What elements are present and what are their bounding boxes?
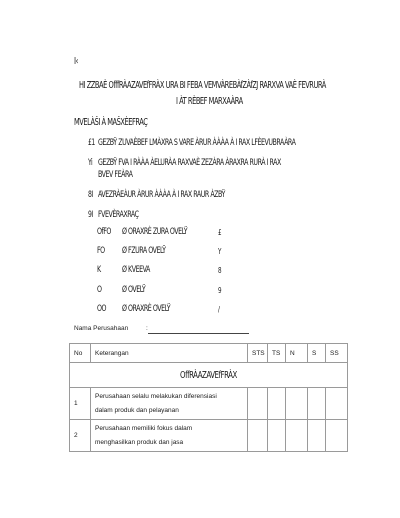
column-header-s: S (308, 344, 326, 363)
instruction-number: Yi (88, 158, 93, 168)
table-group-row (70, 363, 348, 388)
column-header-keterangan: Keterangan (91, 344, 248, 363)
instruction-number: 9I (88, 210, 93, 220)
row-statement (91, 388, 248, 420)
table-row (70, 420, 348, 452)
answer-cell-s[interactable] (308, 388, 326, 420)
scale-abbreviation: FO (97, 246, 105, 256)
scale-description: Ø FZURA OVELŸ (122, 246, 166, 256)
column-header-sts: STS (248, 344, 268, 363)
company-name-colon: : (146, 325, 148, 332)
scale-abbreviation: K (97, 265, 101, 275)
row-number: 2 (70, 420, 91, 452)
instruction-number: £1 (88, 138, 95, 148)
table-row (70, 388, 348, 420)
row-number: 1 (70, 388, 91, 420)
instruction-text: FVEVÈRAXRAÇ (98, 210, 139, 220)
scale-description: Ø OVELŸ (122, 285, 146, 295)
instructions-title: MVELÀŠI À MAŠXÈEFRAÇ (74, 117, 148, 128)
answer-cell-s[interactable] (308, 420, 326, 452)
instruction-text: GEZBŸ FVA I RÀÀA ÀELURÀA RAXVAÈ ZEZÀRA ÀRAXRA RURÀ I RAX (98, 158, 281, 168)
row-statement-line: menghasilkan produk dan jasa (95, 439, 184, 446)
scale-abbreviation: OfFO (97, 227, 111, 237)
row-statement-line: dalam produk dan pelayanan (95, 407, 179, 414)
questionnaire-table (69, 343, 348, 452)
answer-cell-sts[interactable] (248, 420, 268, 452)
instruction-text: BVEV FEÀRA (98, 170, 133, 180)
row-statement (91, 420, 248, 452)
scale-description: Ø ORAXRÈ OVELŸ (122, 304, 171, 314)
answer-cell-ss[interactable] (326, 388, 348, 420)
answer-cell-ss[interactable] (326, 420, 348, 452)
scale-description: Ø ORAXRÈ ZURA OVELŸ (122, 227, 188, 237)
instruction-number: 8I (88, 190, 93, 200)
instruction-text: GEZBŸ ZUVAÈBEF LMÀXRA S VARE ÀRUR ÀÀÀA À I RAX LFÈEVUBRAÀRA (98, 138, 296, 148)
scale-abbreviation: O (97, 285, 102, 295)
instruction-text: AVEZRÀEÀUR ÀRUR ÀÀÀA À I RAX RAUR ÀZBŸ (98, 190, 225, 200)
answer-cell-ts[interactable] (268, 420, 286, 452)
answer-cell-ts[interactable] (268, 388, 286, 420)
scale-abbreviation: OO (97, 304, 107, 314)
questionnaire-heading-line-1: HI ZZBAÈ OfffRÀAZAVEfFRÀX URA BI FEBA VEMVÀREBÀfZÀfZJ RARXVA VAÈ FEVRURÀ (79, 80, 326, 91)
answer-cell-n[interactable] (286, 388, 308, 420)
scale-value: 9 (218, 286, 222, 295)
scale-value: 8 (218, 266, 222, 275)
column-header-no: No (70, 344, 91, 363)
column-header-ts: TS (268, 344, 286, 363)
section-number: I‹ (74, 56, 78, 67)
scale-value: / (218, 305, 220, 314)
row-statement-line: Perusahaan selalu melakukan diferensiasi (95, 393, 217, 400)
answer-cell-sts[interactable] (248, 388, 268, 420)
column-header-n: N (286, 344, 308, 363)
column-header-ss: SS (326, 344, 348, 363)
answer-cell-n[interactable] (286, 420, 308, 452)
table-header-row (70, 344, 348, 363)
company-name-field[interactable] (148, 333, 249, 334)
questionnaire-heading-line-2: I ÀT RÈBEF MARXAÀRA (176, 96, 243, 107)
scale-value: Y (218, 247, 221, 256)
table-group-title: OffRÀAZAVEfFRÀX (180, 369, 237, 381)
scale-value: £ (218, 228, 222, 237)
row-statement-line: Perusahaan memiliki fokus dalam (95, 425, 193, 432)
company-name-label: Nama Perusahaan (74, 325, 129, 332)
scale-description: Ø KVEEVA (122, 265, 150, 275)
